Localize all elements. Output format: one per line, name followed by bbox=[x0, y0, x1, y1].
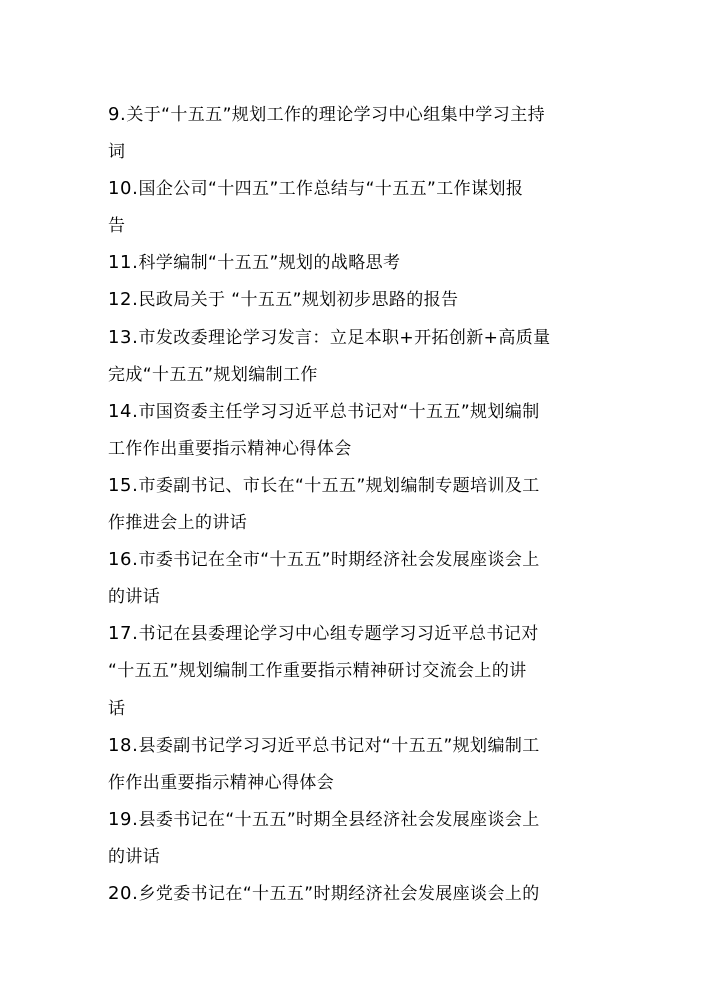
item-text-continued: 工作作出重要指示精神心得体会 bbox=[108, 438, 352, 459]
list-item-line bbox=[108, 397, 608, 434]
list-item-line bbox=[108, 434, 608, 471]
list-item-line bbox=[108, 805, 608, 842]
item-number: 16. bbox=[108, 549, 139, 571]
item-number: 14. bbox=[108, 400, 139, 422]
item-text: 市发改委理论学习发言：立足本职+开拓创新+高质量 bbox=[138, 327, 551, 348]
list-item-line bbox=[108, 508, 608, 545]
list-item-line bbox=[108, 174, 608, 211]
item-number: 20. bbox=[108, 882, 139, 904]
item-number: 15. bbox=[108, 474, 139, 496]
list-item-line bbox=[108, 842, 608, 879]
list-item-line bbox=[108, 248, 608, 285]
item-text: 国企公司“十四五”工作总结与“十五五”工作谋划报 bbox=[138, 179, 524, 200]
item-text-continued: 作推进会上的讲话 bbox=[108, 513, 248, 534]
list-item-line bbox=[108, 545, 608, 582]
item-text-continued: 的讲话 bbox=[108, 846, 161, 867]
item-text: 民政局关于 “十五五”规划初步思路的报告 bbox=[138, 290, 459, 311]
item-number: 19. bbox=[108, 808, 139, 830]
list-item-line bbox=[108, 879, 608, 916]
list-item-line bbox=[108, 211, 608, 248]
item-number: 17. bbox=[108, 623, 139, 645]
item-text: 县委书记在“十五五”时期全县经济社会发展座谈会上 bbox=[138, 809, 540, 830]
list-item-line bbox=[108, 360, 608, 397]
document-list bbox=[108, 100, 608, 916]
list-item-line bbox=[108, 471, 608, 508]
item-text: 乡党委书记在“十五五”时期经济社会发展座谈会上的 bbox=[138, 883, 540, 904]
item-text-continued: “十五五”规划编制工作重要指示精神研讨交流会上的讲 bbox=[108, 661, 527, 682]
list-item-line bbox=[108, 323, 608, 360]
list-item-line bbox=[108, 285, 608, 322]
item-text: 市委书记在全市“十五五”时期经济社会发展座谈会上 bbox=[138, 550, 540, 571]
list-item-line bbox=[108, 731, 608, 768]
list-item-line bbox=[108, 694, 608, 731]
item-text: 科学编制“十五五”规划的战略思考 bbox=[138, 253, 401, 274]
item-text-continued: 话 bbox=[108, 698, 126, 719]
list-item-line bbox=[108, 656, 608, 693]
item-number: 12. bbox=[108, 289, 139, 311]
item-text-continued: 的讲话 bbox=[108, 587, 161, 608]
item-text: 市委副书记、市长在“十五五”规划编制专题培训及工 bbox=[138, 475, 540, 496]
item-text: 关于“十五五”规划工作的理论学习中心组集中学习主持 bbox=[126, 105, 545, 125]
item-number: 11. bbox=[108, 252, 139, 274]
list-item-line bbox=[108, 582, 608, 619]
item-number: 13. bbox=[108, 326, 139, 348]
list-item-line bbox=[108, 768, 608, 805]
item-number: 18. bbox=[108, 734, 139, 756]
item-text: 书记在县委理论学习中心组专题学习习近平总书记对 bbox=[138, 624, 539, 645]
item-text-continued: 词 bbox=[108, 142, 126, 163]
list-item-line bbox=[108, 619, 608, 656]
item-text: 市国资委主任学习习近平总书记对“十五五”规划编制 bbox=[138, 401, 540, 422]
item-number: 10. bbox=[108, 178, 139, 200]
item-number: 9. bbox=[108, 104, 127, 125]
list-item-line bbox=[108, 137, 608, 174]
item-text-continued: 作作出重要指示精神心得体会 bbox=[108, 772, 335, 793]
item-text-continued: 完成“十五五”规划编制工作 bbox=[108, 364, 318, 385]
item-text: 县委副书记学习习近平总书记对“十五五”规划编制工 bbox=[138, 735, 540, 756]
item-text-continued: 告 bbox=[108, 216, 126, 237]
list-item-line bbox=[108, 100, 608, 137]
